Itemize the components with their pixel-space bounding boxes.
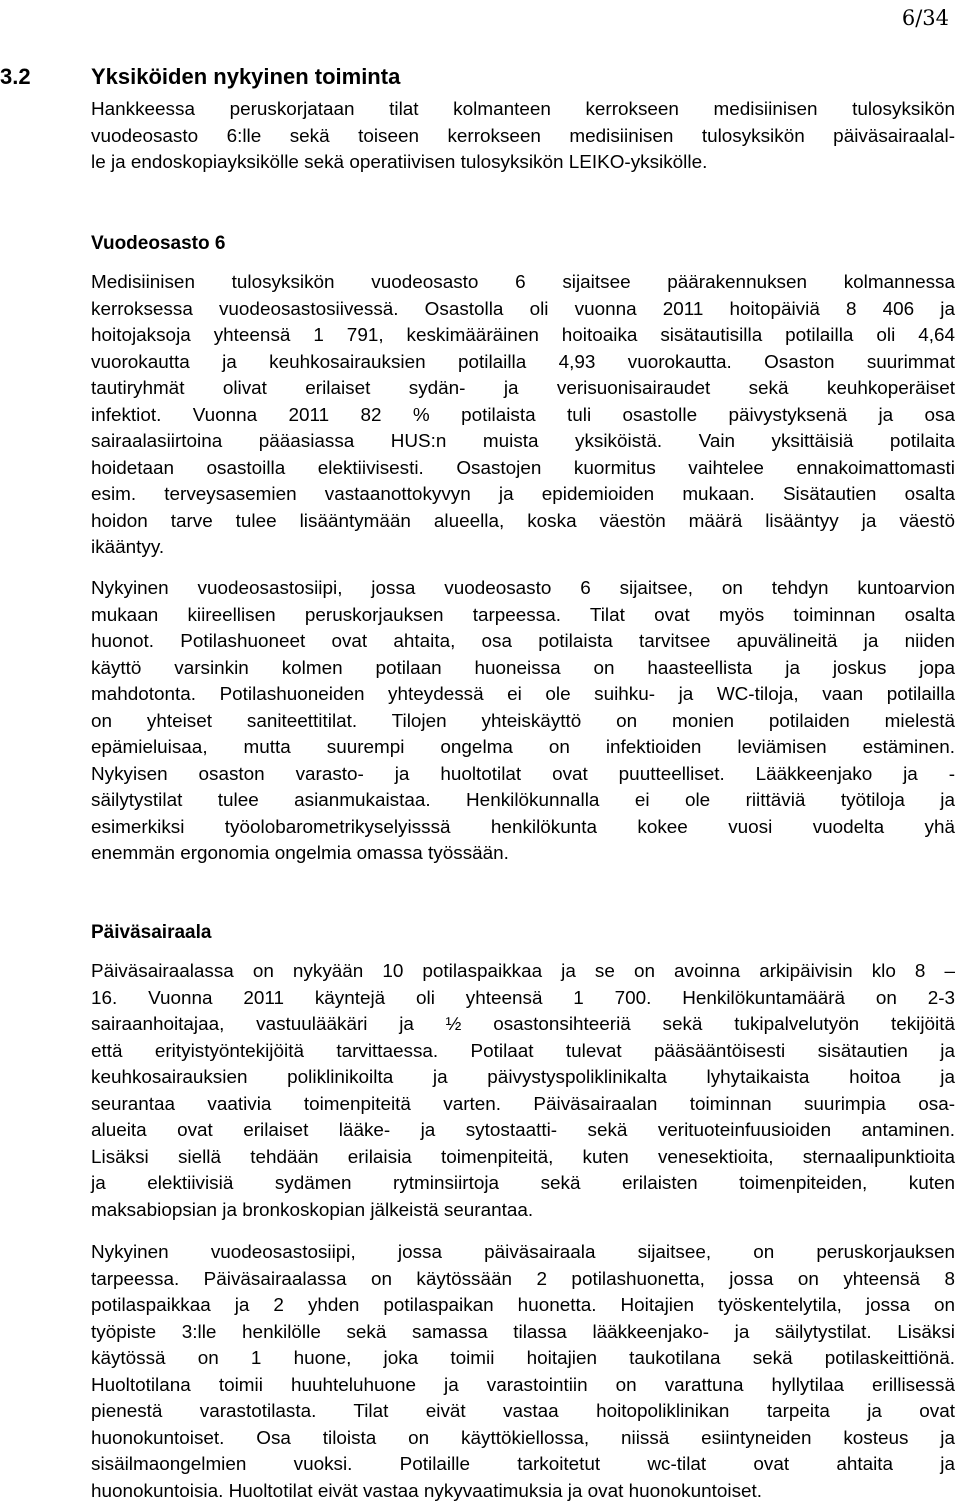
text-line: esim. terveysasemien vastaanottokyvyn ja epidemioiden mukaan. Sisätautien osalta xyxy=(91,484,955,505)
dayhospital-section xyxy=(91,920,955,946)
text-line: Medisiinisen tulosyksikön vuodeosasto 6 sijaitsee päärakennuksen kolmannessa xyxy=(91,272,955,293)
text-line: vuorokautta ja keuhkosairauksien potilailla 4,93 vuorokautta. Osaston suurimmat xyxy=(91,351,955,373)
dayhospital-paragraph-2 xyxy=(91,1240,955,1505)
section-title: Yksiköiden nykyinen toiminta xyxy=(91,64,401,89)
text-line: ja elektiivisiä sydämen rytminsiirtoja sekä erilaisten toimenpiteiden, kuten xyxy=(91,1173,955,1194)
text-line: tautiryhmät olivat erilaiset sydän- ja verisuonisairaudet sekä keuhkoperäiset xyxy=(91,378,955,399)
text-line: epämieluisaa, mutta suurempi ongelma on infektioiden leviämisen estäminen. xyxy=(91,737,955,758)
text-line: esimerkiksi työolobarometrikyselyisssä henkilökunta kokee vuosi vuodelta yhä xyxy=(91,816,955,838)
text-line: tarpeessa. Päiväsairaalassa on käytössään 2 potilashuonetta, jossa on yhteensä 8 xyxy=(91,1268,955,1290)
text-line: potilaspaikkaa ja 2 yhden potilaspaikan huonetta. Hoitajien työskentelytila, jossa on xyxy=(91,1295,955,1316)
ward6-section xyxy=(91,231,955,257)
document-body xyxy=(91,97,955,177)
dayhospital-heading: Päiväsairaala xyxy=(91,922,212,943)
text-line: Huoltotilana toimii huuhteluhuone ja varastointiin on varattuna hyllytilaa erillisessä xyxy=(91,1374,955,1396)
text-line: ikääntyy. xyxy=(91,537,165,558)
text-line: käyttö varsinkin kolmen potilaan huoneissa on haasteellista ja joskus jopa xyxy=(91,657,955,679)
text-line: Nykyisen osaston varasto- ja huoltotilat ovat puutteelliset. Lääkkeenjako ja - xyxy=(91,763,955,785)
text-line: sairaalasiirtoina pääasiassa HUS:n muista yksiköistä. Vain yksittäisiä potilaita xyxy=(91,431,955,452)
page-number: 6/34 xyxy=(901,6,949,30)
text-line: käytössä on 1 huone, joka toimii hoitajien taukotilana sekä potilaskeittiönä. xyxy=(91,1348,955,1369)
text-line: maksabiopsian ja bronkoskopian jälkeistä seurantaa. xyxy=(91,1199,534,1221)
text-line: seurantaa vaativia toimenpiteitä varten. Päiväsairaalan toiminnan suurimpia osa- xyxy=(91,1093,955,1115)
text-line: Hankkeessa peruskorjataan tilat kolmanteen kerrokseen medisiinisen tulosyksikön xyxy=(91,99,955,120)
text-line: huonokuntoisia. Huoltotilat eivät vastaa nykyvaatimuksia ja ovat huonokuntoiset. xyxy=(91,1480,763,1502)
text-line: Nykyinen vuodeosastosiipi, jossa päiväsairaala sijaitsee, on peruskorjauksen xyxy=(91,1242,955,1263)
text-line: huonot. Potilashuoneet ovat ahtaita, osa potilaista tarvitsee apuvälineitä ja niiden xyxy=(91,631,955,652)
section-heading xyxy=(0,64,400,90)
text-line: le ja endoskopiayksikölle sekä operatiivisen tulosyksikön LEIKO-yksikölle. xyxy=(91,152,708,173)
text-line: 16. Vuonna 2011 käyntejä oli yhteensä 1 700. Henkilökuntamäärä on 2-3 xyxy=(91,987,955,1009)
text-line: keuhkosairauksien poliklinikoilta ja päivystyspoliklinikalta lyhytaikaista hoitoa ja xyxy=(91,1067,955,1088)
text-line: sisäilmaongelmien vuoksi. Potilaille tarkoitetut wc-tilat ovat ahtaita ja xyxy=(91,1454,955,1475)
text-line: hoidetaan osastoilla elektiivisesti. Osastojen kuormitus vaihtelee ennakoimattomasti xyxy=(91,457,955,479)
text-line: huonokuntoiset. Osa tiloista on käyttökiellossa, niissä esiintyneiden kosteus ja xyxy=(91,1427,955,1449)
text-line: mukaan kiireellisen peruskorjauksen tarpeessa. Tilat ovat myös toiminnan osalta xyxy=(91,604,955,626)
intro-paragraph xyxy=(91,97,955,177)
ward6-paragraph-1 xyxy=(91,270,955,562)
ward6-heading: Vuodeosasto 6 xyxy=(91,233,226,254)
text-line: vuodeosasto 6:lle sekä toiseen kerrokseen medisiinisen tulosyksikön päiväsairaalal- xyxy=(91,125,955,147)
text-line: infektiot. Vuonna 2011 82 % potilaista tuli osastolle päivystyksenä ja osa xyxy=(91,404,955,426)
text-line: enemmän ergonomia ongelmia omassa työssään. xyxy=(91,843,509,864)
text-line: sairaanhoitajaa, vastuulääkäri ja ½ osastonsihteeriä sekä tukipalvelutyön tekijöitä xyxy=(91,1014,955,1035)
text-line: pienestä varastotilasta. Tilat eivät vastaa hoitopoliklinikan tarpeita ja ovat xyxy=(91,1401,955,1422)
text-line: on yhteiset saniteettitilat. Tilojen yhteiskäyttö on monien potilaiden mielestä xyxy=(91,710,955,732)
text-line: hoidon tarve tulee lisääntymään alueella, koska väestön määrä lisääntyy ja väestö xyxy=(91,510,955,532)
ward6-paragraph-2 xyxy=(91,576,955,868)
text-line: työpiste 3:lle henkilölle sekä samassa tilassa lääkkeenjako- ja säilytystilat. Lisäksi xyxy=(91,1321,955,1343)
text-line: säilytystilat tulee asianmukaistaa. Henkilökunnalla ei ole riittäviä työtiloja ja xyxy=(91,790,955,811)
text-line: Nykyinen vuodeosastosiipi, jossa vuodeosasto 6 sijaitsee, on tehdyn kuntoarvion xyxy=(91,578,955,599)
text-line: Lisäksi siellä tehdään erilaisia toimenpiteitä, kuten venesektioita, sternaalipunktioita xyxy=(91,1146,955,1168)
text-line: että erityistyöntekijöitä tarvittaessa. Potilaat tulevat pääsääntöisesti sisätautien ja xyxy=(91,1040,955,1062)
text-line: hoitojaksoja yhteensä 1 791, keskimääräinen hoitoaika sisätautisilla potilailla oli 4,64 xyxy=(91,325,955,346)
text-line: Päiväsairaalassa on nykyään 10 potilaspaikkaa ja se on avoinna arkipäivisin klo 8 – xyxy=(91,961,955,982)
section-number: 3.2 xyxy=(0,64,31,89)
text-line: alueita ovat erilaiset lääke- ja sytostaatti- sekä verituoteinfuusioiden antaminen. xyxy=(91,1120,955,1141)
text-line: mahdotonta. Potilashuoneiden yhteydessä ei ole suihku- ja WC-tiloja, vaan potilailla xyxy=(91,684,955,705)
dayhospital-paragraph-1 xyxy=(91,959,955,1224)
text-line: kerroksessa vuodeosastosiivessä. Osastolla oli vuonna 2011 hoitopäiviä 8 406 ja xyxy=(91,298,955,320)
